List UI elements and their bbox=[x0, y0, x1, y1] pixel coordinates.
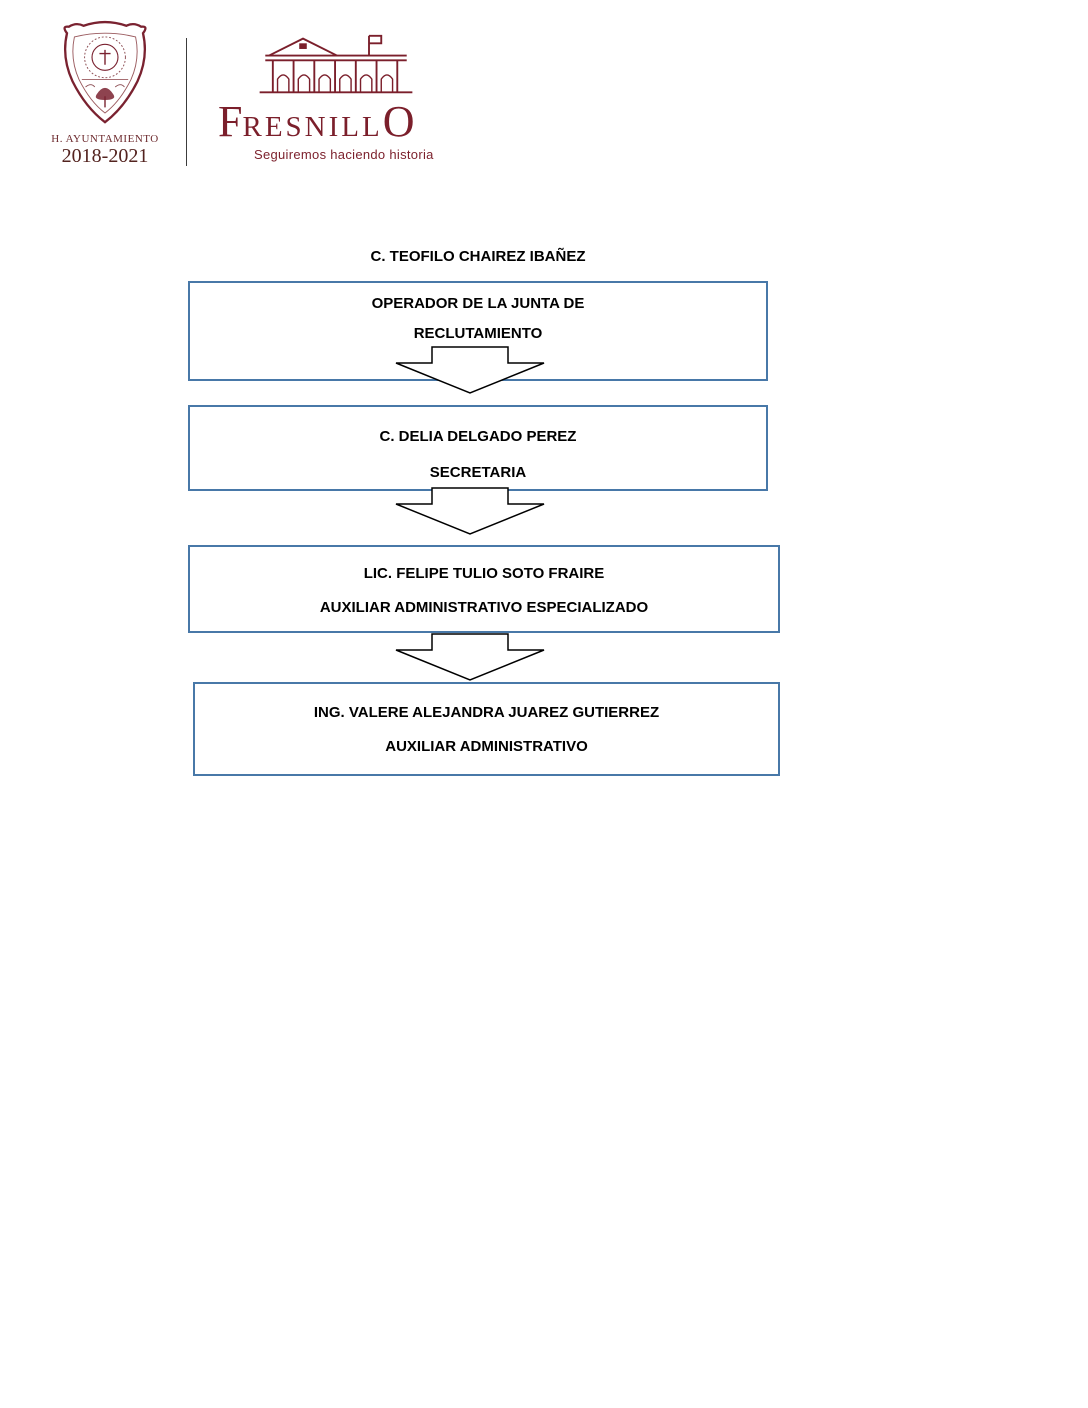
org-box-auxiliar-especializado bbox=[188, 545, 780, 633]
seal-years: 2018-2021 bbox=[61, 145, 149, 167]
down-arrow-icon bbox=[395, 633, 545, 681]
coat-of-arms-icon bbox=[54, 18, 156, 130]
bridge-monument-icon bbox=[252, 32, 420, 98]
brand-wordmark bbox=[218, 97, 498, 146]
org-box-auxiliar-administrativo bbox=[193, 682, 780, 776]
node-1-role-line-1: OPERADOR DE LA JUNTA DE bbox=[371, 295, 585, 312]
header-divider bbox=[186, 38, 187, 166]
seal-caption: H. AYUNTAMIENTO bbox=[51, 133, 159, 145]
brand-tagline: Seguiremos haciendo historia bbox=[254, 147, 434, 162]
node-4-role-line-1: AUXILIAR ADMINISTRATIVO bbox=[385, 738, 588, 755]
fresnillo-logo bbox=[218, 32, 498, 162]
node-1-role-line-2: RECLUTAMIENTO bbox=[413, 325, 543, 342]
brand-middle: RESNILL bbox=[242, 111, 383, 143]
brand-initial: F bbox=[218, 97, 243, 146]
node-4-name: ING. VALERE ALEJANDRA JUAREZ GUTIERREZ bbox=[313, 704, 660, 721]
brand-final: O bbox=[382, 97, 415, 146]
node-3-name: LIC. FELIPE TULIO SOTO FRAIRE bbox=[363, 565, 605, 582]
node-2-role-line-1: SECRETARIA bbox=[429, 464, 527, 481]
node-3-role-line-1: AUXILIAR ADMINISTRATIVO ESPECIALIZADO bbox=[319, 599, 649, 616]
node-2-name: C. DELIA DELGADO PEREZ bbox=[379, 428, 577, 445]
down-arrow-icon bbox=[395, 346, 545, 394]
node-1-name: C. TEOFILO CHAIREZ IBAÑEZ bbox=[370, 248, 586, 265]
down-arrow-icon bbox=[395, 487, 545, 535]
municipal-seal bbox=[38, 18, 172, 168]
org-box-secretaria bbox=[188, 405, 768, 491]
